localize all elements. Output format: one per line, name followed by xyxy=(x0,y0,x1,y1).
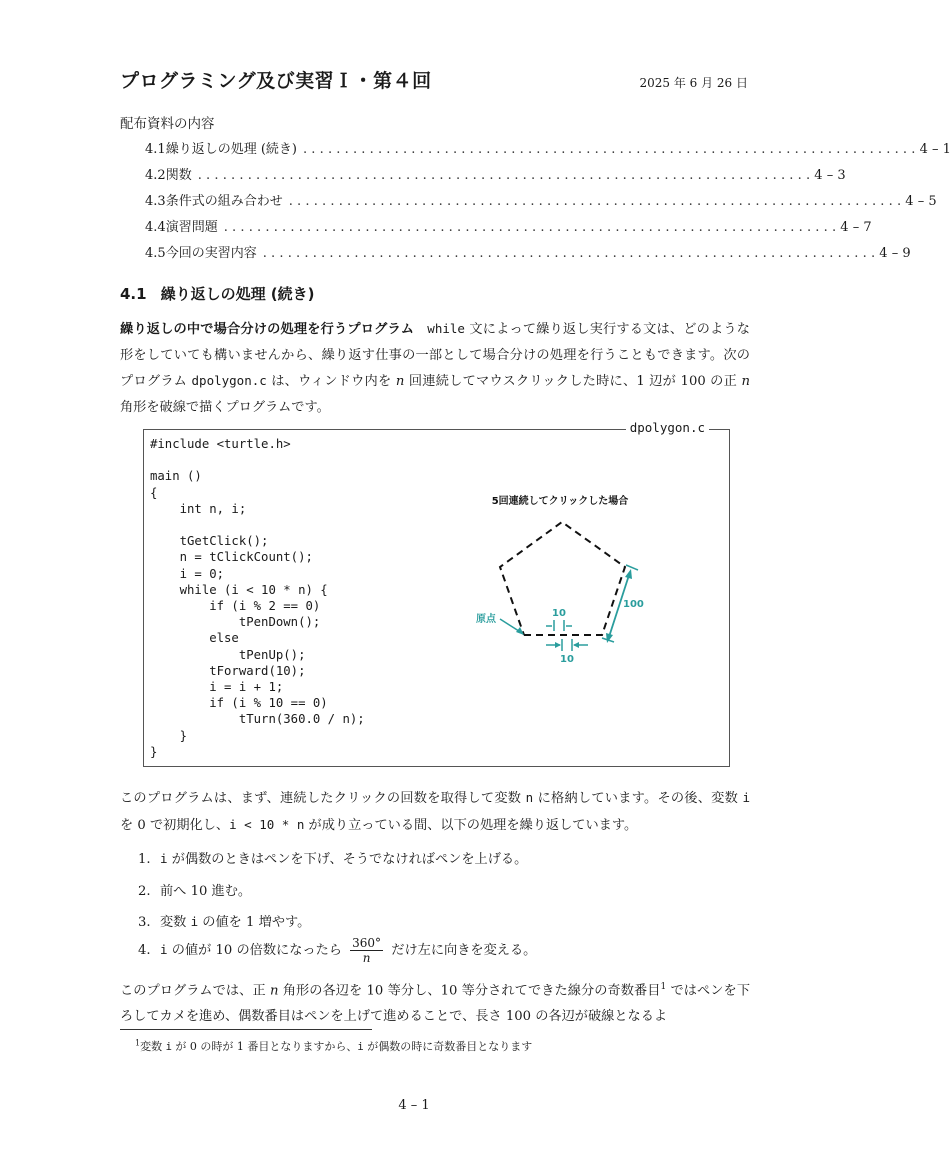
step-item xyxy=(138,936,536,965)
toc-entry-number: 4.2 xyxy=(145,168,166,183)
var-n: n xyxy=(741,374,751,389)
intro-text: 文によって繰り返し実行する文は、どのような形をしていても構いませんから、繰り返す仕事の一部として場合分けの処理を行うこともできます。次のプログラム xyxy=(120,322,750,389)
toc-leader-dots: .......................................................................... xyxy=(197,168,815,183)
diagram-caption: 5回連続してクリックした場合 xyxy=(491,496,629,507)
toc-entry-page: 4 – 5 xyxy=(905,194,937,209)
pentagon-diagram xyxy=(470,485,670,670)
intro-text: は、ウィンドウ内を xyxy=(266,374,396,389)
code-var-i: i xyxy=(165,1041,172,1053)
toc-leader-dots: .......................................................................... xyxy=(288,194,906,209)
segment-arrowhead xyxy=(573,642,579,648)
origin-arrowhead xyxy=(516,627,524,635)
section-title: 繰り返しの処理 (続き) xyxy=(160,285,315,303)
document-date: 2025 年 6 月 26 日 xyxy=(639,76,748,90)
footnote-mark: 1 xyxy=(135,1038,141,1048)
closing-text: ではペンを下ろしてカメを進め、偶数番目はペンを上げて進めることで、長さ 100 の各辺が破線となるよ xyxy=(120,983,751,1024)
var-n: n xyxy=(269,983,279,999)
toc-entry[interactable] xyxy=(145,138,951,160)
toc-entry-number: 4.5 xyxy=(145,246,166,261)
toc-entry[interactable] xyxy=(145,190,937,212)
toc-entry-title: 関数 xyxy=(165,168,192,183)
filename-dpolygon: dpolygon.c xyxy=(191,373,267,388)
footnote xyxy=(135,1038,532,1054)
code-condition: i < 10 * n xyxy=(229,816,305,832)
side-length-label: 100 xyxy=(623,599,644,610)
step-number: 4. xyxy=(138,943,151,958)
toc-heading: 配布資料の内容 xyxy=(120,116,215,132)
toc-entry-title: 条件式の組み合わせ xyxy=(165,194,283,209)
side-tick xyxy=(626,565,638,570)
document-title: プログラミング及び実習Ｉ・第４回 xyxy=(120,70,432,92)
step-text: が偶数のときはペンを下げ、そうでなければペンを上げる。 xyxy=(167,852,528,867)
toc-leader-dots: .......................................................................... xyxy=(302,142,920,157)
toc-entry-page: 4 – 9 xyxy=(879,246,911,261)
toc-leader-dots: .......................................................................... xyxy=(262,246,880,261)
page-number: 4 – 1 xyxy=(398,1098,430,1113)
code-listing: #include <turtle.h> main () { int n, i; tGetClick(); n = tClickCount(); i = 0; while (i < 10 * n) { if (i % 2 == 0) tPenDown(); else tPenUp(); tForward(10); i = i + 1; if (i % 10 == 0) tTurn(360.0 / n); } } xyxy=(150,437,365,759)
footnote-ref[interactable]: 1 xyxy=(660,982,667,992)
keyword-while: while xyxy=(427,321,465,336)
var-n: n xyxy=(395,374,405,389)
step-number: 2. xyxy=(138,884,151,899)
section-heading xyxy=(120,283,315,304)
toc-entry-page: 4 – 7 xyxy=(840,220,872,235)
footnote-text: 変数 xyxy=(140,1040,166,1053)
toc-leader-dots: .......................................................................... xyxy=(223,220,841,235)
step-item xyxy=(138,880,251,899)
section-number: 4.1 xyxy=(120,285,147,303)
code-var-i: i xyxy=(357,1041,364,1053)
segment-label-top: 10 xyxy=(552,608,566,619)
closing-paragraph xyxy=(120,975,750,1029)
explain-text: が成り立っている間、以下の処理を繰り返しています。 xyxy=(304,817,638,833)
step-text: だけ左に向きを変える。 xyxy=(387,943,537,958)
step-text: の値が 10 の倍数になったら xyxy=(167,943,347,958)
code-var-i: i xyxy=(160,942,168,957)
toc-entry-page: 4 – 3 xyxy=(814,168,846,183)
closing-text: このプログラムでは、正 xyxy=(120,983,270,999)
footnote-divider xyxy=(120,1029,372,1030)
code-listing-filename: dpolygon.c xyxy=(626,420,709,435)
step-item xyxy=(138,848,527,867)
explanation-paragraph xyxy=(120,785,750,838)
intro-text: 回連続してマウスクリックした時に、1 辺が 100 の正 xyxy=(404,374,742,389)
code-var-i: i xyxy=(160,851,168,866)
code-var-n: n xyxy=(525,790,534,805)
intro-text: 角形を破線で描くプログラムです。 xyxy=(120,399,330,415)
explain-text: このプログラムは、まず、連続したクリックの回数を取得して変数 xyxy=(120,791,526,806)
fraction-denominator: n xyxy=(362,951,371,965)
footnote-text: が 0 の時が 1 番目となりますから、 xyxy=(171,1040,358,1053)
intro-paragraph xyxy=(120,316,750,420)
code-var-i: i xyxy=(742,790,750,805)
step-number: 3. xyxy=(138,915,151,930)
toc-entry-number: 4.4 xyxy=(145,220,166,235)
code-var-i: i xyxy=(190,914,199,929)
toc-entry-number: 4.3 xyxy=(145,194,166,209)
segment-label-bottom: 10 xyxy=(560,654,574,665)
fraction-numerator: 360° xyxy=(352,936,382,950)
paragraph-lead: 繰り返しの中で場合分けの処理を行うプログラム xyxy=(120,322,415,337)
explain-text: を 0 で初期化し、 xyxy=(120,817,230,833)
footnote-text: が偶数の時に奇数番目となります xyxy=(363,1040,533,1053)
segment-arrowhead xyxy=(555,642,561,648)
fraction-360-over-n xyxy=(350,936,383,965)
side-arrowhead xyxy=(625,569,632,579)
toc-entry-page: 4 – 1 xyxy=(919,142,951,157)
origin-label: 原点 xyxy=(476,614,496,625)
toc-entry-title: 演習問題 xyxy=(165,220,218,235)
step-text: の値を 1 増やす。 xyxy=(198,915,311,930)
step-number: 1. xyxy=(138,852,151,867)
step-text: 変数 xyxy=(160,915,191,930)
toc-entry-title: 今回の実習内容 xyxy=(165,246,257,261)
explain-text: に格納しています。その後、変数 xyxy=(533,791,743,806)
step-text: 前へ 10 進む。 xyxy=(160,884,252,899)
toc-entry-number: 4.1 xyxy=(145,142,166,157)
toc-entry[interactable] xyxy=(145,216,872,238)
closing-text: 角形の各辺を 10 等分し、10 等分されてできた線分の奇数番目 xyxy=(278,983,661,999)
step-item xyxy=(138,911,310,930)
toc-entry[interactable] xyxy=(145,164,846,186)
toc-entry[interactable] xyxy=(145,242,911,264)
toc-entry-title: 繰り返しの処理 (続き) xyxy=(165,142,297,157)
